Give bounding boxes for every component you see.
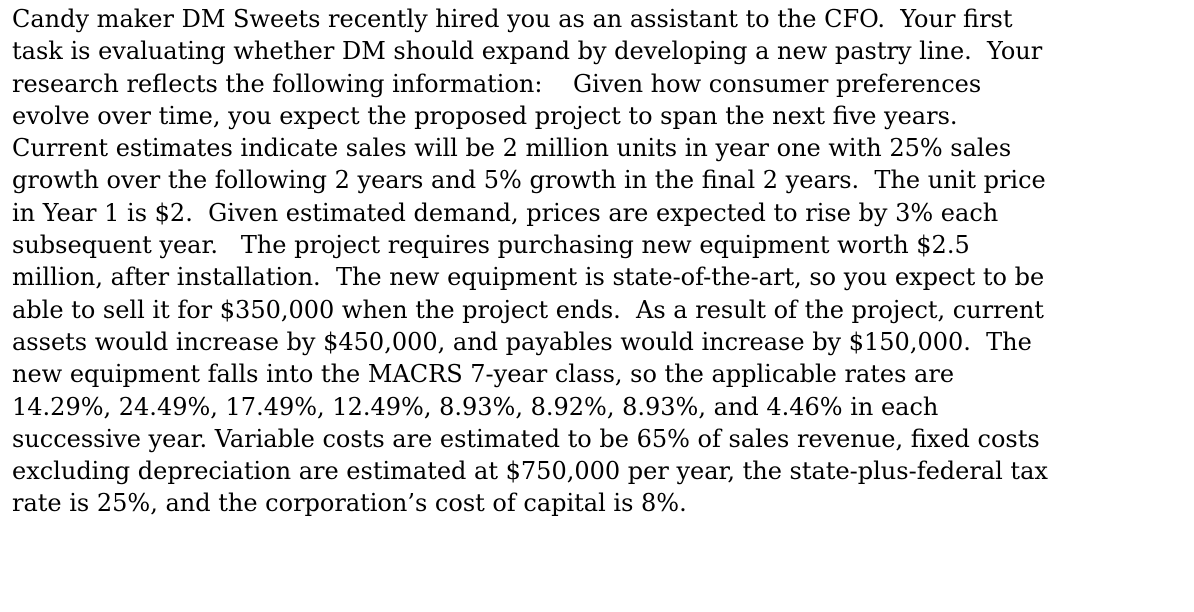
text-line: task is evaluating whether DM should expand by developing a new pastry line. Your (12, 37, 1043, 66)
text-line: assets would increase by $450,000, and payables would increase by $150,000. The (12, 327, 1032, 356)
text-line: in Year 1 is $2. Given estimated demand, prices are expected to rise by 3% each (12, 198, 999, 227)
text-line: million, after installation. The new equipment is state-of-the-art, so you expect to be (12, 263, 1045, 292)
text-line: excluding depreciation are estimated at $750,000 per year, the state-plus-federal tax (12, 457, 1048, 486)
text-line: subsequent year. The project requires purchasing new equipment worth $2.5 (12, 231, 970, 260)
text-line: Current estimates indicate sales will be 2 million units in year one with 25% sales (12, 134, 1012, 163)
text-line: new equipment falls into the MACRS 7-year class, so the applicable rates are (12, 360, 955, 389)
text-line: successive year. Variable costs are estimated to be 65% of sales revenue, fixed costs (12, 424, 1040, 453)
text-line: growth over the following 2 years and 5% growth in the final 2 years. The unit price (12, 166, 1046, 195)
text-line: rate is 25%, and the corporation’s cost of capital is 8%. (12, 489, 687, 518)
text-line: Candy maker DM Sweets recently hired you as an assistant to the CFO. Your first (12, 5, 1013, 33)
text-line: able to sell it for $350,000 when the project ends. As a result of the project, current (12, 295, 1044, 324)
text-line: evolve over time, you expect the proposed project to span the next five years. (12, 101, 958, 130)
text-line: 14.29%, 24.49%, 17.49%, 12.49%, 8.93%, 8.92%, 8.93%, and 4.46% in each (12, 392, 939, 421)
text-line: research reflects the following information: Given how consumer preferences (12, 69, 982, 98)
problem-statement-paragraph (12, 3, 1048, 520)
